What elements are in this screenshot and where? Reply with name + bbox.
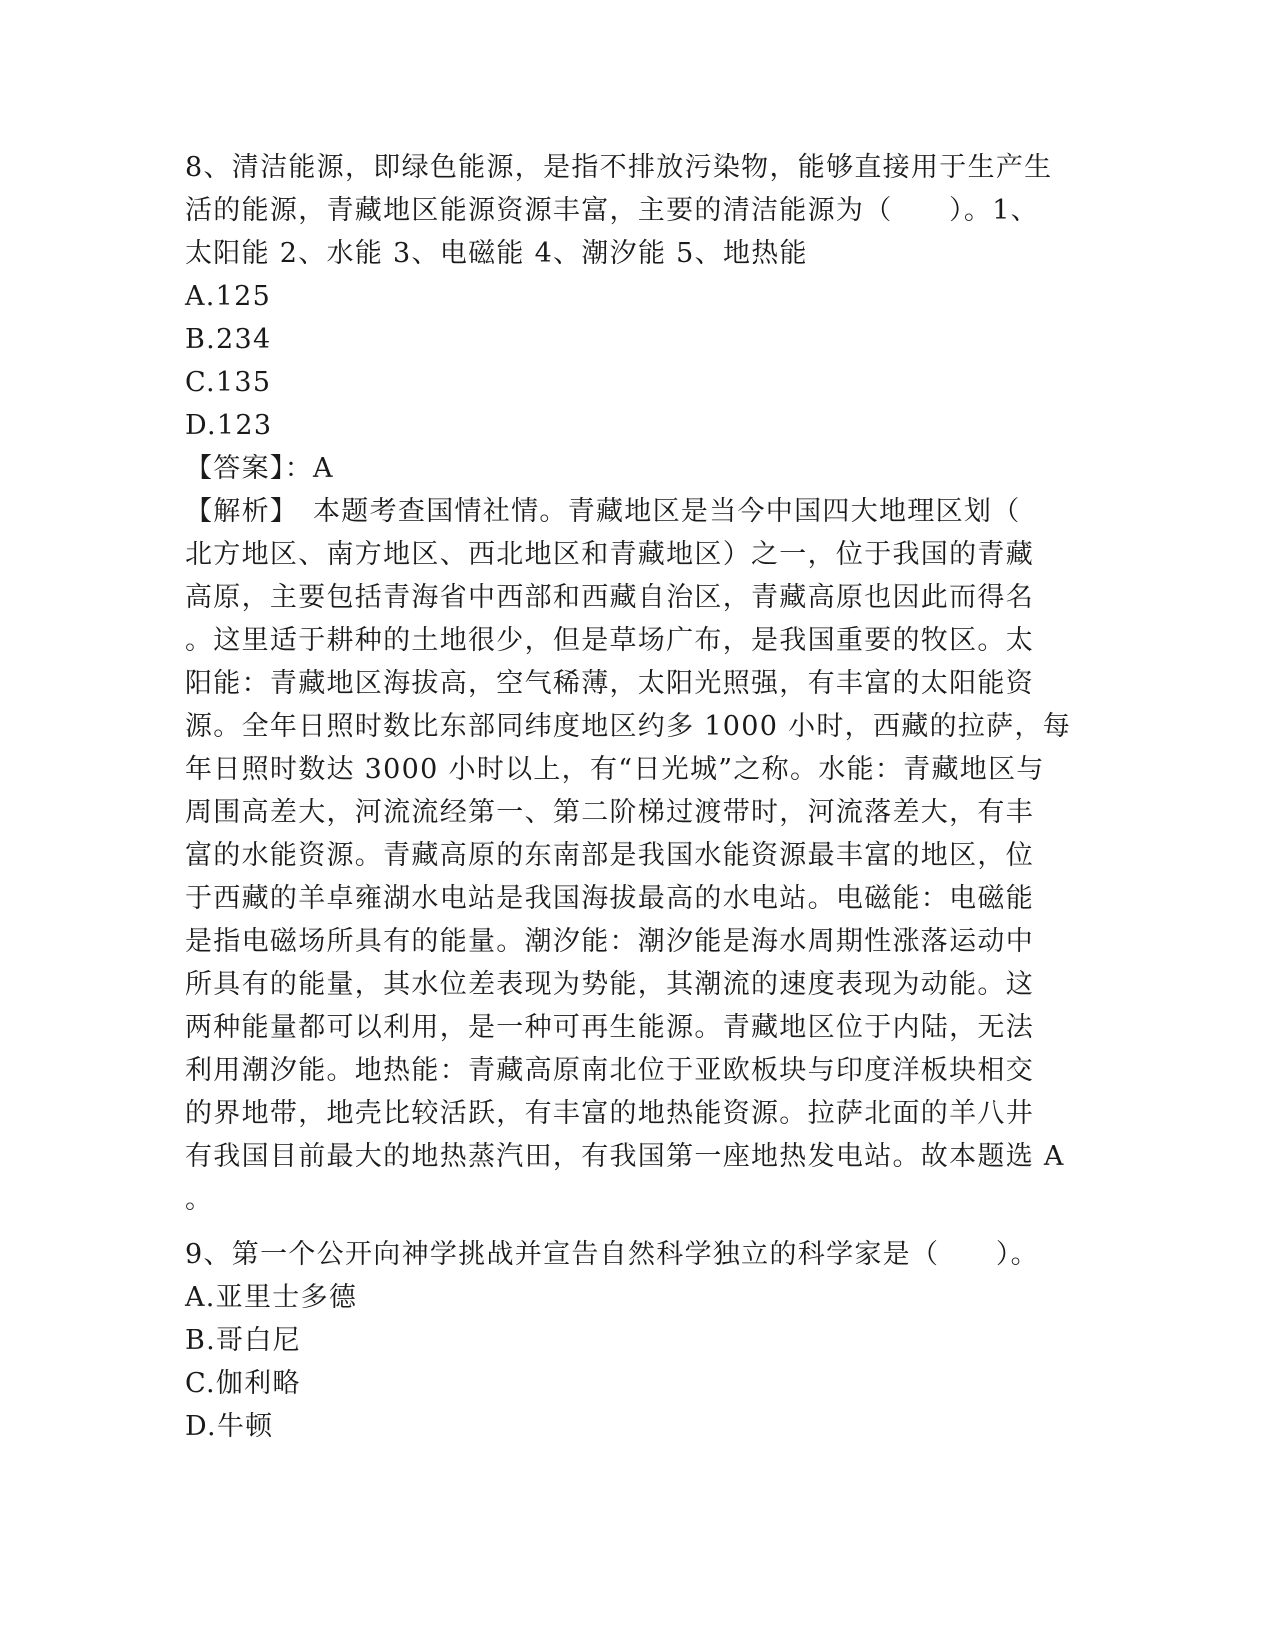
question-8-stem-line: 太阳能 2、水能 3、电磁能 4、潮汐能 5、地热能 xyxy=(185,238,808,269)
analysis-line: 北方地区、南方地区、西北地区和青藏地区）之一，位于我国的青藏 xyxy=(185,539,1034,570)
analysis-line: 高原，主要包括青海省中西部和西藏自治区，青藏高原也因此而得名 xyxy=(185,582,1034,613)
analysis-line: 是指电磁场所具有的能量。潮汐能：潮汐能是海水周期性涨落运动中 xyxy=(185,926,1034,957)
analysis-line: 年日照时数达 3000 小时以上，有“日光城”之称。水能：青藏地区与 xyxy=(185,754,1045,785)
analysis-line: 。这里适于耕种的土地很少，但是草场广布，是我国重要的牧区。太 xyxy=(185,625,1034,656)
question-8-option-d: D.123 xyxy=(185,410,273,441)
analysis-line: 于西藏的羊卓雍湖水电站是我国海拔最高的水电站。电磁能：电磁能 xyxy=(185,883,1034,914)
question-9-stem-line: 9、第一个公开向神学挑战并宣告自然科学独立的科学家是（ ）。 xyxy=(185,1239,1039,1270)
analysis-line: 源。全年日照时数比东部同纬度地区约多 1000 小时，西藏的拉萨，每 xyxy=(185,711,1072,742)
question-8 xyxy=(185,146,1085,1221)
question-8-option-b: B.234 xyxy=(185,324,272,355)
analysis-line: 富的水能资源。青藏高原的东南部是我国水能资源最丰富的地区，位 xyxy=(185,840,1034,871)
document-page xyxy=(185,146,1085,1448)
analysis-line: 两种能量都可以利用，是一种可再生能源。青藏地区位于内陆，无法 xyxy=(185,1012,1034,1043)
question-8-stem-line: 8、清洁能源，即绿色能源，是指不排放污染物，能够直接用于生产生 xyxy=(185,152,1053,183)
analysis-line: 阳能：青藏地区海拔高，空气稀薄，太阳光照强，有丰富的太阳能资 xyxy=(185,668,1034,699)
question-9-option-c: C.伽利略 xyxy=(185,1368,301,1399)
analysis-line: 周围高差大，河流流经第一、第二阶梯过渡带时，河流落差大，有丰 xyxy=(185,797,1034,828)
analysis-line: 利用潮汐能。地热能：青藏高原南北位于亚欧板块与印度洋板块相交 xyxy=(185,1055,1034,1086)
question-9 xyxy=(185,1233,1085,1448)
question-9-option-a: A.亚里士多德 xyxy=(185,1282,358,1313)
analysis-line: 【解析】 本题考查国情社情。青藏地区是当今中国四大地理区划（ xyxy=(185,496,1021,527)
question-8-stem-line: 活的能源，青藏地区能源资源丰富，主要的清洁能源为（ ）。1、 xyxy=(185,195,1039,226)
question-9-option-d: D.牛顿 xyxy=(185,1411,274,1442)
question-9-option-b: B.哥白尼 xyxy=(185,1325,301,1356)
question-8-analysis xyxy=(185,490,1085,1221)
question-8-option-c: C.135 xyxy=(185,367,272,398)
analysis-line: 有我国目前最大的地热蒸汽田，有我国第一座地热发电站。故本题选 A xyxy=(185,1141,1065,1172)
question-8-option-a: A.125 xyxy=(185,281,272,312)
analysis-line: 所具有的能量，其水位差表现为势能，其潮流的速度表现为动能。这 xyxy=(185,969,1034,1000)
question-8-answer: 【答案】：A xyxy=(185,453,334,484)
question-spacer xyxy=(185,1221,1085,1233)
analysis-line: 的界地带，地壳比较活跃，有丰富的地热能资源。拉萨北面的羊八井 xyxy=(185,1098,1034,1129)
analysis-line: 。 xyxy=(185,1184,214,1215)
